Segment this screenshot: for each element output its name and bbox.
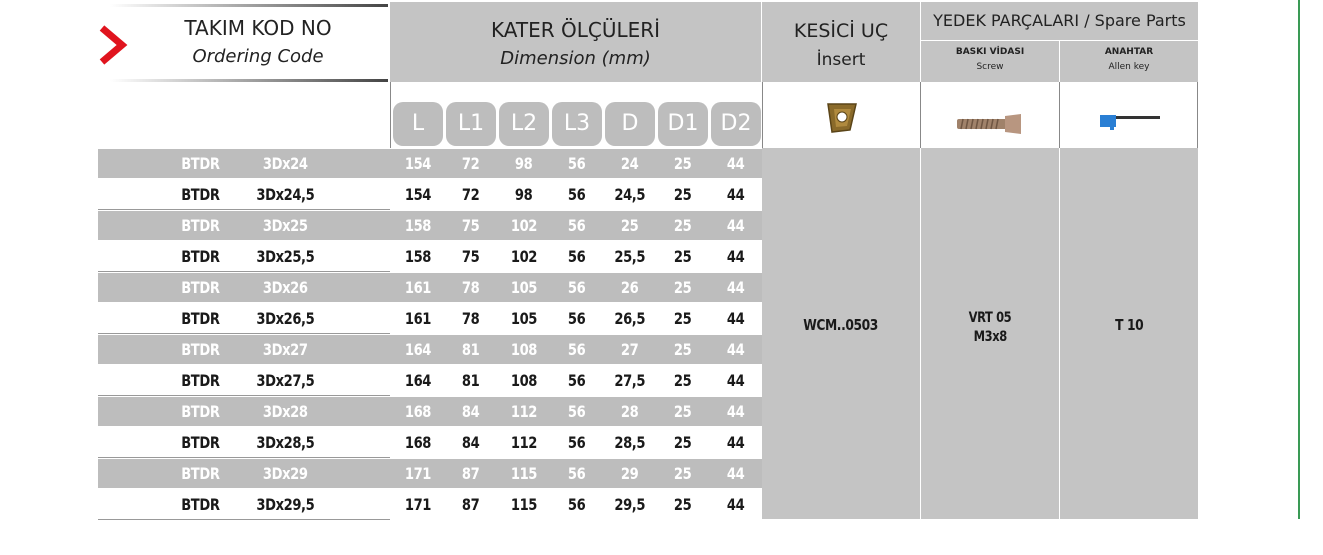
key-header bbox=[1060, 41, 1198, 82]
insert-value: WCM..0503 bbox=[803, 316, 879, 334]
ordering-code-header bbox=[98, 4, 390, 82]
dim-label-D: D bbox=[605, 102, 655, 146]
dim-value-D1: 25 bbox=[674, 278, 692, 297]
dim-value-L2: 105 bbox=[510, 309, 538, 328]
key-merged-cell bbox=[1060, 148, 1198, 519]
key-subtitle: Allen key bbox=[1108, 62, 1150, 72]
dim-value-D1: 25 bbox=[674, 216, 692, 235]
dim-label-L2: L2 bbox=[499, 102, 549, 146]
dim-value-D1: 25 bbox=[674, 309, 692, 328]
dim-value-L3: 56 bbox=[568, 154, 586, 173]
dim-value-D2: 44 bbox=[727, 340, 745, 359]
dim-value-L: 171 bbox=[404, 464, 432, 483]
dim-value-L3: 56 bbox=[568, 185, 586, 204]
dim-value-L3: 56 bbox=[568, 309, 586, 328]
dim-label-D1: D1 bbox=[658, 102, 708, 146]
screw-image bbox=[955, 112, 1025, 136]
right-green-rule bbox=[1298, 0, 1300, 519]
dim-value-D: 26 bbox=[621, 278, 639, 297]
dim-value-L3: 56 bbox=[568, 216, 586, 235]
key-value: T 10 bbox=[1114, 316, 1144, 334]
ordering-code: BTDR bbox=[180, 154, 220, 173]
dimension-title: KATER ÖLÇÜLERİ bbox=[490, 18, 661, 42]
size-code: 3Dx27 bbox=[262, 340, 308, 359]
dim-value-L1: 84 bbox=[462, 402, 480, 421]
dim-value-D: 29,5 bbox=[614, 495, 646, 514]
dim-value-L: 168 bbox=[404, 433, 432, 452]
screw-value-line1: VRT 05 bbox=[968, 310, 1012, 326]
dimension-subtitle: Dimension (mm) bbox=[500, 48, 651, 69]
size-code: 3Dx28,5 bbox=[256, 433, 314, 452]
dim-value-L2: 108 bbox=[510, 340, 538, 359]
dim-value-L: 168 bbox=[404, 402, 432, 421]
dim-value-L2: 102 bbox=[510, 216, 538, 235]
size-code: 3Dx26,5 bbox=[256, 309, 314, 328]
ordering-code: BTDR bbox=[180, 464, 220, 483]
ordering-code: BTDR bbox=[180, 495, 220, 514]
dim-value-L3: 56 bbox=[568, 278, 586, 297]
dim-value-L1: 75 bbox=[462, 247, 480, 266]
screw-header bbox=[921, 41, 1059, 82]
dim-value-D: 25,5 bbox=[614, 247, 646, 266]
dim-value-L: 161 bbox=[404, 309, 432, 328]
dim-value-L: 171 bbox=[404, 495, 432, 514]
dim-value-L: 161 bbox=[404, 278, 432, 297]
dim-value-D2: 44 bbox=[727, 495, 745, 514]
dim-value-L3: 56 bbox=[568, 495, 586, 514]
dim-value-L: 164 bbox=[404, 371, 432, 390]
size-code: 3Dx24,5 bbox=[256, 185, 314, 204]
dim-value-L1: 81 bbox=[462, 371, 480, 390]
ordering-code-title: TAKIM KOD NO bbox=[184, 16, 332, 40]
dim-value-D: 24,5 bbox=[614, 185, 646, 204]
dim-value-L: 158 bbox=[404, 216, 432, 235]
dim-value-L3: 56 bbox=[568, 402, 586, 421]
key-title: ANAHTAR bbox=[1104, 47, 1154, 57]
spare-parts-header bbox=[921, 2, 1198, 40]
size-code: 3Dx25,5 bbox=[256, 247, 314, 266]
dim-value-D: 28 bbox=[621, 402, 639, 421]
dim-label-L: L bbox=[393, 102, 443, 146]
dim-value-L2: 108 bbox=[510, 371, 538, 390]
dim-value-L: 154 bbox=[404, 154, 432, 173]
dim-value-L1: 75 bbox=[462, 216, 480, 235]
dim-value-D1: 25 bbox=[674, 247, 692, 266]
dim-value-L1: 81 bbox=[462, 340, 480, 359]
dim-value-D2: 44 bbox=[727, 154, 745, 173]
dim-label-D2: D2 bbox=[711, 102, 761, 146]
dim-value-L: 158 bbox=[404, 247, 432, 266]
dim-value-D: 27 bbox=[621, 340, 639, 359]
dim-value-L2: 102 bbox=[510, 247, 538, 266]
ordering-code: BTDR bbox=[180, 247, 220, 266]
dim-value-L3: 56 bbox=[568, 247, 586, 266]
screw-value-line2: M3x8 bbox=[973, 329, 1007, 345]
dim-value-D: 26,5 bbox=[614, 309, 646, 328]
dim-value-L1: 87 bbox=[462, 495, 480, 514]
insert-image bbox=[822, 100, 862, 136]
size-code: 3Dx29 bbox=[262, 464, 308, 483]
dim-value-D1: 25 bbox=[674, 340, 692, 359]
dim-value-D2: 44 bbox=[727, 309, 745, 328]
ordering-code: BTDR bbox=[180, 309, 220, 328]
dim-value-D1: 25 bbox=[674, 433, 692, 452]
dim-value-D: 28,5 bbox=[614, 433, 646, 452]
dim-value-D1: 25 bbox=[674, 495, 692, 514]
dim-value-L2: 98 bbox=[515, 185, 533, 204]
dim-value-L: 154 bbox=[404, 185, 432, 204]
size-code: 3Dx25 bbox=[262, 216, 308, 235]
dim-value-D2: 44 bbox=[727, 216, 745, 235]
dim-value-L2: 98 bbox=[515, 154, 533, 173]
ordering-code: BTDR bbox=[180, 185, 220, 204]
size-code: 3Dx29,5 bbox=[256, 495, 314, 514]
dim-value-L3: 56 bbox=[568, 340, 586, 359]
ordering-code: BTDR bbox=[180, 278, 220, 297]
ordering-code: BTDR bbox=[180, 216, 220, 235]
dim-value-D2: 44 bbox=[727, 247, 745, 266]
insert-merged-cell bbox=[762, 148, 920, 519]
dim-value-D1: 25 bbox=[674, 154, 692, 173]
ordering-code-subtitle: Ordering Code bbox=[192, 46, 324, 67]
dim-value-L: 164 bbox=[404, 340, 432, 359]
dim-value-D: 27,5 bbox=[614, 371, 646, 390]
dimension-header bbox=[390, 2, 761, 82]
size-code: 3Dx26 bbox=[262, 278, 308, 297]
dim-value-L3: 56 bbox=[568, 371, 586, 390]
insert-header bbox=[762, 2, 920, 82]
dim-value-L2: 112 bbox=[510, 433, 538, 452]
dim-value-D2: 44 bbox=[727, 278, 745, 297]
insert-subtitle: İnsert bbox=[816, 50, 866, 70]
size-code: 3Dx27,5 bbox=[256, 371, 314, 390]
dim-value-D1: 25 bbox=[674, 402, 692, 421]
dim-value-D2: 44 bbox=[727, 402, 745, 421]
allen-key-image bbox=[1098, 112, 1162, 132]
dim-label-L3: L3 bbox=[552, 102, 602, 146]
dim-value-D1: 25 bbox=[674, 371, 692, 390]
dim-value-L1: 72 bbox=[462, 185, 480, 204]
dim-value-L3: 56 bbox=[568, 464, 586, 483]
dim-value-D1: 25 bbox=[674, 185, 692, 204]
dim-value-L1: 72 bbox=[462, 154, 480, 173]
size-code: 3Dx24 bbox=[262, 154, 308, 173]
dim-value-D: 24 bbox=[621, 154, 639, 173]
dim-value-L1: 78 bbox=[462, 278, 480, 297]
dim-value-D2: 44 bbox=[727, 464, 745, 483]
dim-value-D2: 44 bbox=[727, 433, 745, 452]
dim-value-L2: 115 bbox=[510, 495, 538, 514]
ordering-code: BTDR bbox=[180, 433, 220, 452]
dim-value-L1: 78 bbox=[462, 309, 480, 328]
dim-value-D2: 44 bbox=[727, 185, 745, 204]
dim-value-D1: 25 bbox=[674, 464, 692, 483]
screw-subtitle: Screw bbox=[976, 62, 1004, 72]
dim-value-L2: 112 bbox=[510, 402, 538, 421]
screw-title: BASKI VİDASI bbox=[955, 47, 1025, 57]
dim-value-D: 25 bbox=[621, 216, 639, 235]
screw-merged-cell bbox=[921, 148, 1059, 519]
dim-value-L2: 115 bbox=[510, 464, 538, 483]
ordering-code: BTDR bbox=[180, 402, 220, 421]
dim-label-L1: L1 bbox=[446, 102, 496, 146]
dim-value-D: 29 bbox=[621, 464, 639, 483]
ordering-code: BTDR bbox=[180, 340, 220, 359]
ordering-code: BTDR bbox=[180, 371, 220, 390]
insert-title: KESİCİ UÇ bbox=[793, 20, 889, 42]
spare-parts-title: YEDEK PARÇALARI / Spare Parts bbox=[933, 11, 1186, 30]
size-code: 3Dx28 bbox=[262, 402, 308, 421]
dim-value-L1: 84 bbox=[462, 433, 480, 452]
dim-value-L3: 56 bbox=[568, 433, 586, 452]
chevron-right-icon bbox=[98, 24, 128, 66]
dim-value-L1: 87 bbox=[462, 464, 480, 483]
dim-value-D2: 44 bbox=[727, 371, 745, 390]
dim-value-L2: 105 bbox=[510, 278, 538, 297]
